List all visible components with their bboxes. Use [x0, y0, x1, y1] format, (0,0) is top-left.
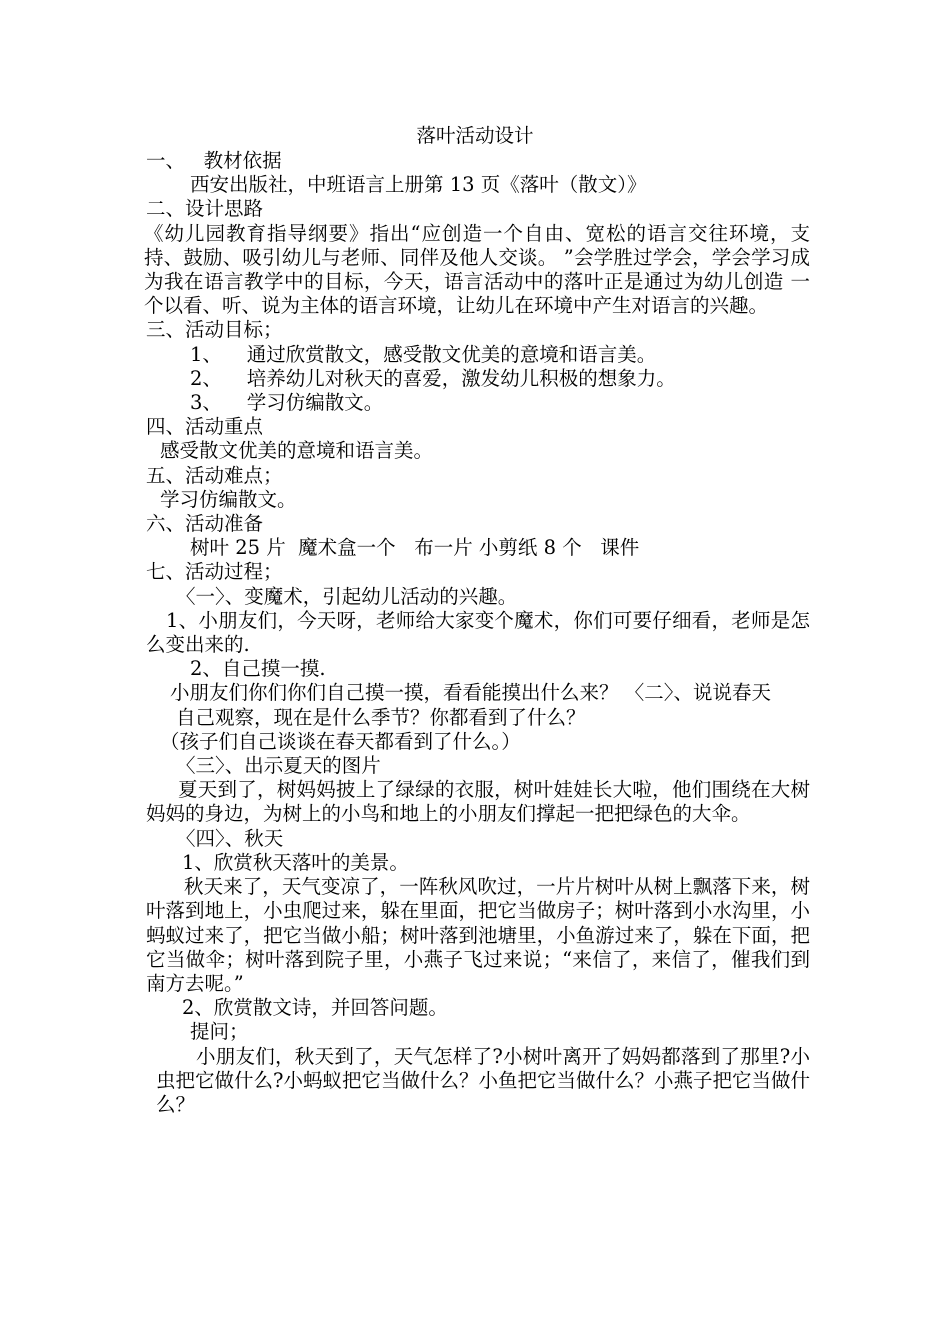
paragraph: 自己观察，现在是什么季节？你都看到了什么？: [176, 705, 586, 729]
paragraph: 2、自己摸一摸.: [190, 657, 326, 681]
paragraph: 学习仿编散文。: [160, 487, 297, 511]
paragraph: 小朋友们你们你们自己摸一摸，看看能摸出什么来？ 〈二〉、说说春天: [170, 681, 771, 705]
paragraph: 1、欣赏秋天落叶的美景。: [182, 850, 409, 874]
paragraph: 2、欣赏散文诗，并回答问题。: [182, 996, 448, 1020]
list-item: 1、 通过欣赏散文，感受散文优美的意境和语言美。: [190, 342, 657, 366]
section-heading: 二、设计思路: [146, 197, 264, 221]
section-heading: 四、活动重点: [146, 415, 264, 439]
paragraph: 小朋友们，秋天到了，天气怎样了?小树叶离开了妈妈都落到了那里?小虫把它做什么?小蚂蚁把它当做什么？小鱼把它当做什么？小燕子把它当做什么？: [156, 1044, 810, 1116]
subsection-heading: 〈四〉、秋天: [176, 826, 284, 850]
section-heading: 三、活动目标；: [146, 318, 283, 342]
paragraph: 1、小朋友们，今天呀，老师给大家变个魔术，你们可要仔细看，老师是怎么变出来的.: [146, 608, 810, 657]
list-item: 3、 学习仿编散文。: [190, 391, 384, 415]
paragraph: 树叶 25 片 魔术盒一个 布一片 小剪纸 8 个 课件: [190, 536, 640, 560]
paragraph: 秋天来了，天气变凉了，一阵秋风吹过，一片片树叶从树上飘落下来，树叶落到地上，小虫爬过来，躲在里面，把它当做房子；树叶落到小水沟里，小蚂蚁过来了，把它当做小船；树叶落到池塘里，小鱼游过来了，躲在下面，把它当做伞；树叶落到院子里，小燕子飞过来说；“来信了，来信了，催我们到南方去呢。”: [146, 875, 810, 995]
paragraph: 提问；: [190, 1020, 249, 1044]
subsection-heading: 〈三〉、出示夏天的图片: [176, 754, 381, 778]
paragraph: 西安出版社，中班语言上册第 13 页《落叶（散文）》: [190, 173, 647, 197]
subsection-heading: 〈一〉、变魔术，引起幼儿活动的兴趣。: [176, 584, 518, 608]
paragraph: 夏天到了，树妈妈披上了绿绿的衣服，树叶娃娃长大啦，他们围绕在大树妈妈的身边，为树上的小鸟和地上的小朋友们撑起一把把绿色的大伞。: [146, 778, 810, 826]
section-heading: 六、活动准备: [146, 512, 264, 536]
section-heading: 五、活动难点；: [146, 463, 283, 487]
list-item: 2、 培养幼儿对秋天的喜爱，激发幼儿积极的想象力。: [190, 366, 676, 390]
paragraph: （孩子们自己谈谈在春天都看到了什么。）: [160, 729, 521, 753]
document-title: 落叶活动设计: [416, 124, 534, 147]
document-body: [146, 149, 810, 1117]
section-heading: 一、 教材依据: [146, 149, 282, 172]
paragraph: 感受散文优美的意境和语言美。: [160, 439, 434, 463]
paragraph: 《幼儿园教育指导纲要》指出“应创造一个自由、宽松的语言交往环境，支持、鼓励、吸引幼儿与老师、同伴及他人交谈。 ”会学胜过学会，学会学习成为我在语言教学中的目标，今天，语言活动中的落叶正是通过为幼儿创造 一个以看、听、说为主体的语言环境，让幼儿在环境中产生对语言的兴趣。: [144, 221, 810, 318]
section-heading: 七、活动过程；: [146, 560, 283, 584]
